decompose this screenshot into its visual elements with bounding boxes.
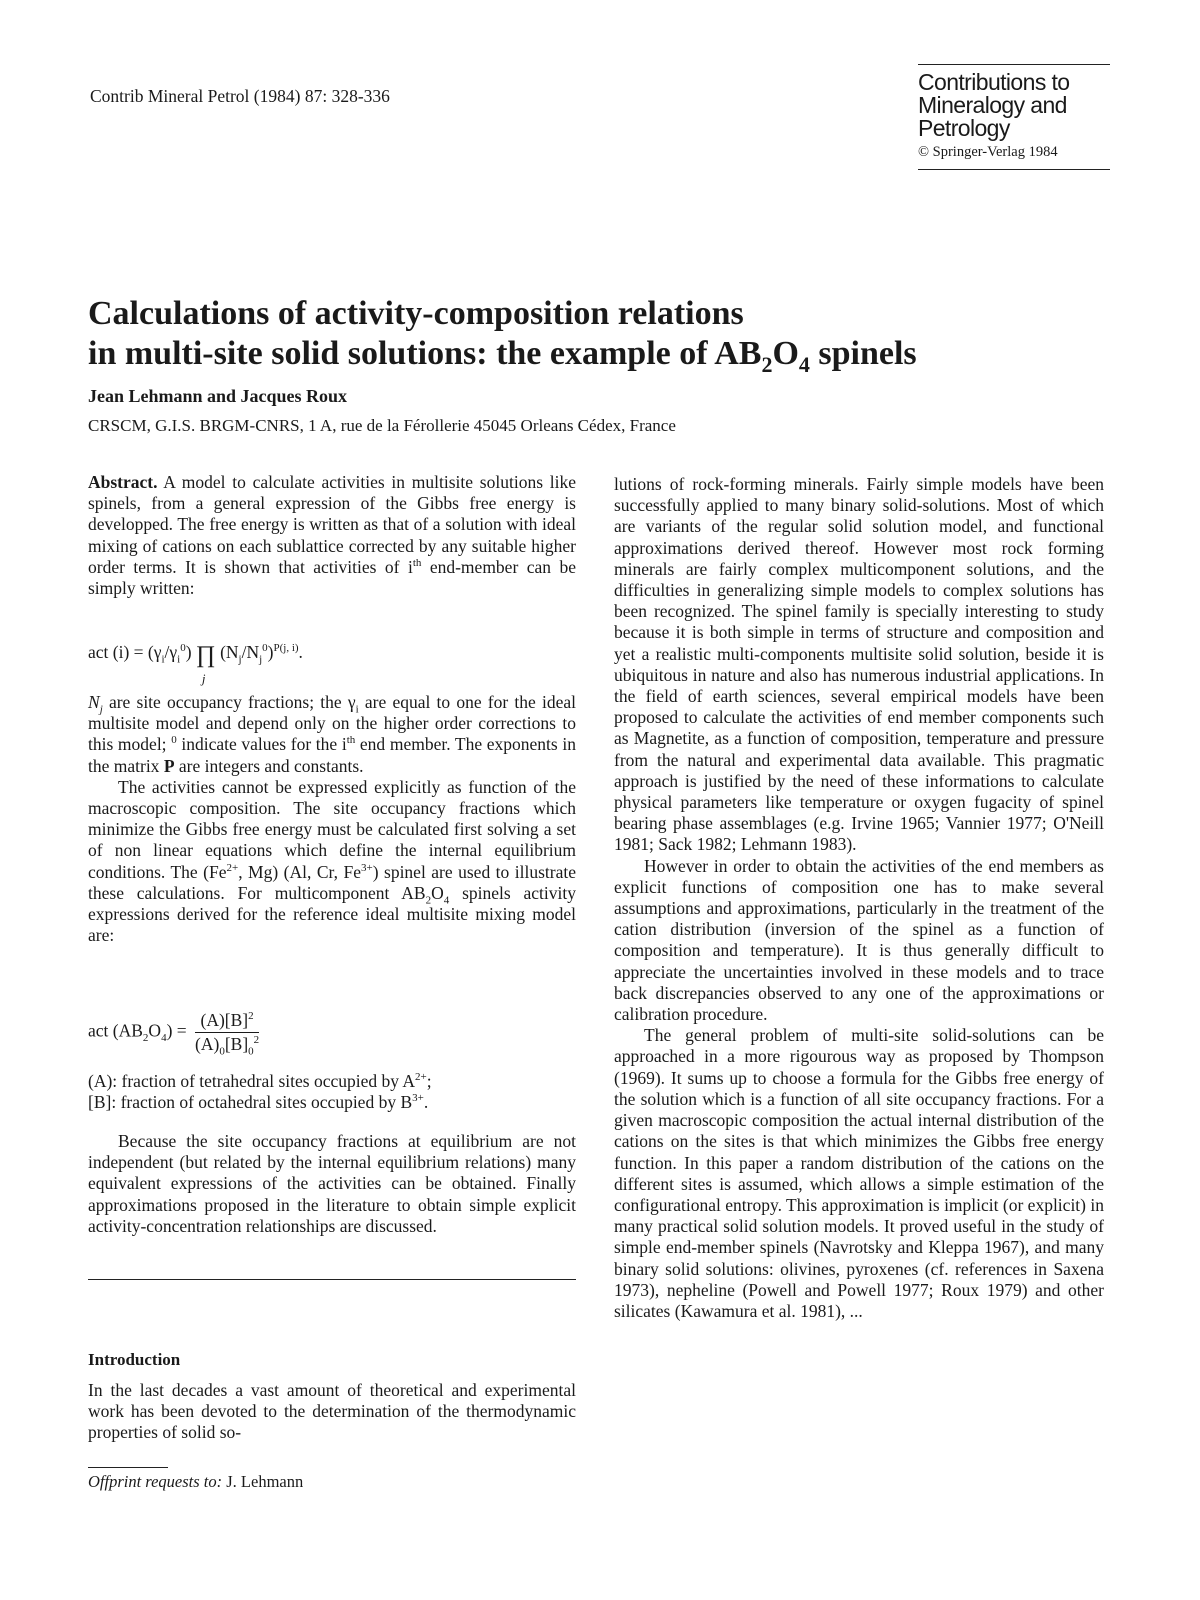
title-line-2-text: in multi-site solid solutions: the example of AB [88, 335, 762, 372]
definition-a-text: (A): fraction of tetrahedral sites occupied by A [88, 1071, 416, 1091]
formula-ratio: /γ [164, 642, 178, 662]
abstract-text-2a: are site occupancy fractions; the γ [102, 692, 356, 712]
definition-a: (A): fraction of tetrahedral sites occupied by $A^{2+}$; [88, 1071, 432, 1091]
author-list: Jean Lehmann and Jacques Roux [88, 386, 348, 406]
numerator-text: (A)[B] [200, 1010, 249, 1030]
formula-definitions [88, 1071, 576, 1113]
abstract-text-3c: ) spinel are used to illustrate these calculations. For multicomponent AB [88, 861, 576, 903]
definition-b-text: [B]: fraction of octahedral sites occupied by B [88, 1092, 413, 1113]
activity-formula: act $(i) = (\gamma_i/\gamma_i^0)$ ∏ j $(N_j/N_j^0)^{P(j, i)}$. [88, 642, 576, 666]
formula-period: . [298, 642, 303, 662]
introduction-heading: Introduction [88, 1350, 181, 1369]
abstract-paragraph-1 [88, 472, 576, 599]
superscript-th: th [412, 556, 422, 569]
definition-b-sup: 3+ [412, 1092, 424, 1105]
superscript-3plus: 3+ [360, 861, 373, 874]
abstract-text-2e: are integers and constants. [174, 755, 364, 776]
footnote-label: Offprint requests to: [88, 1472, 223, 1491]
title-line-2-end: spinels [809, 335, 917, 372]
abstract-text-3b: , Mg) (Al, Cr, Fe [238, 861, 361, 882]
journal-name-line-2: Mineralogy and [918, 92, 1067, 118]
affiliation: CRSCM, G.I.S. BRGM-CNRS, 1 A, rue de la Férollerie 45045 Orleans Cédex, France [88, 416, 676, 435]
formula2-fraction [195, 1010, 260, 1058]
abstract-text-2c: indicate values for the i [176, 734, 347, 755]
abstract-text-1-end: end-member can be simply written: [88, 556, 577, 599]
abstract-paragraph-4: Because the site occupancy fractions at equilibrium are not independent (but related by the internal equilibrium relations) many equivalent expressions of the activities can be obtained. Finally approximations proposed in the literature to obtain simple explicit activity-concentration relationships are discussed. [88, 1131, 576, 1236]
introduction-paragraph-1: In the last decades a vast amount of theoretical and experimental work has been devoted to the determination of the thermodynamic properties of solid so- [88, 1380, 576, 1443]
abstract-divider [88, 1279, 576, 1280]
formula-rhs: (N [220, 642, 239, 662]
subscript-2: 2 [425, 894, 432, 907]
superscript-zero: 0 [171, 734, 177, 747]
footnote-name: J. Lehmann [222, 1472, 304, 1491]
product-index: j [201, 671, 206, 686]
formula2-lhs: act (AB [88, 1020, 143, 1041]
journal-masthead [918, 64, 1110, 170]
matrix-p: P [163, 755, 175, 776]
abstract-text-2d: end member. The exponents in the matrix [88, 734, 576, 776]
superscript-th-2: th [346, 734, 356, 747]
abstract-paragraph-2: $N_j$ are site occupancy fractions; the $\gamma_i$ are equal to one for the ideal multisite model and depend only on the higher order corrections to this model; $^0$ indicate values for the $i^{th}$ end member. The exponents in the matrix P are integers and constants. [88, 692, 576, 776]
right-paragraph-2: However in order to obtain the activities of the end members as explicit functions of composition one has to make several assumptions and approximations, particularly in the treatment of the cation distribution (inversion of the spinel as a function of composition and temperature). It is thus generally difficult to appreciate the uncertainties involved in these models and to trace back discrepancies observed to any one of the approximations or calibration procedure. [614, 855, 1104, 1025]
abstract-label: Abstract. [88, 472, 158, 492]
product-glyph: ∏ [195, 642, 216, 668]
abstract-text-3e: spinels activity expressions derived for the reference ideal multisite mixing model are: [88, 882, 576, 946]
definition-a-sup: 2+ [415, 1071, 427, 1084]
definition-b: [B]: fraction of octahedral sites occupied by $B^{3+}$. [88, 1092, 429, 1113]
title-line-1: Calculations of activity-composition relations [88, 295, 744, 332]
product-symbol [195, 642, 216, 686]
abstract-text-1: A model to calculate activities in multisite solutions like spinels, from a general expression of the Gibbs free energy is developped. The free energy is written as that of a solution with ideal mixing of cations on each sublattice corrected by any suitable higher order terms. It is shown that activities of i [88, 472, 576, 577]
right-column-text [614, 474, 1104, 1322]
journal-name-line-3: Petrology [918, 115, 1010, 141]
abstract-text-2b: are equal to one for the ideal multisite model and depend only on the higher order corrections to this model; [88, 692, 576, 755]
journal-name-line-1: Contributions to [918, 69, 1070, 95]
abstract-continued [88, 692, 576, 946]
right-paragraph-1: lutions of rock-forming minerals. Fairly simple models have been successfully applied to many binary solid-solutions. Most of which are variants of the regular solid solution model, and functional approximations derived thereof. However most rock forming minerals are fairly complex multicomponent solutions, and the difficulties in generalizing simple models to complex solutions has been recognized. The spinel family is specially interesting to study because it is both simple in terms of structure and composition and yet a realistic multi-components multisite solid solution, beside it is ubiquitous in nature and also has numerous industrial applications. In the field of earth sciences, several empirical models have been proposed to calculate the activities of end member components such as Magnetite, as a function of composition, temperature and pressure from the natural and experimental data available. This pragmatic approach is justified by the need of these informations to calculate physical parameters like temperature or oxygen fugacity of spinel bearing phase assemblages (e.g. Irvine 1965; Vannier 1977; O'Neill 1981; Sack 1982; Lehmann 1983). [614, 474, 1104, 855]
abstract-text-3d: O [431, 882, 444, 903]
denominator-text: (A) [195, 1034, 220, 1055]
copyright-notice: © Springer-Verlag 1984 [918, 144, 1058, 160]
formula2-numerator: $(A)[B]^2$ [195, 1010, 259, 1033]
title-subscript-2: 2 [761, 351, 773, 377]
formula-lhs: act (i) = (γ [88, 642, 162, 662]
subscript-4: 4 [443, 894, 450, 907]
footnote [88, 1472, 303, 1492]
title-line-2 [88, 334, 1128, 377]
abstract-conclusion [88, 1131, 576, 1237]
footnote-divider [88, 1467, 168, 1468]
journal-citation: Contrib Mineral Petrol (1984) 87: 328-336 [90, 86, 390, 106]
title-subscript-4: 4 [798, 351, 810, 377]
article-title [88, 294, 1128, 377]
abstract-text-3a: The activities cannot be expressed explicitly as function of the macroscopic composition. The site occupancy fractions which minimize the Gibbs free energy must be calculated first solving a set of non linear equations which define the internal equilibrium conditions. The (Fe [88, 776, 576, 882]
spinel-activity-formula: act $(AB_2O_4)$ = $\frac{(A)[B]^2}{(A)_0[B]_0^2}$ [88, 1010, 260, 1058]
introduction-section [88, 1380, 576, 1444]
right-paragraph-3: The general problem of multi-site solid-solutions can be approached in a more rigourous way as proposed by Thompson (1969). It sums up to choose a formula for the Gibbs free energy of the solution which is a function of all site occupancy fractions. For a given macroscopic composition the actual internal distribution of the cations on the sites is that which minimizes the Gibbs free energy function. In this paper a random distribution of the cations on the different sites is assumed, which allows a simple estimation of the configurational entropy. This approximation is implicit (or explicit) in many practical solid solution models. It proved useful in the study of simple end-member spinels (Navrotsky and Kleppa 1967), and many binary solid solutions: olivines, pyroxenes (cf. references in Saxena 1973), nepheline (Powell and Powell 1977; Roux 1979) and other silicates (Kawamura et al. 1981), ... [614, 1025, 1104, 1321]
superscript-2plus: 2+ [226, 861, 239, 874]
formula-exponent: P(j, i) [273, 642, 299, 655]
formula2-denominator: $(A)_0[B]_0^2$ [195, 1034, 260, 1058]
abstract-paragraph-3 [88, 777, 576, 947]
title-oxygen: O [772, 335, 799, 372]
abstract-section [88, 472, 576, 599]
